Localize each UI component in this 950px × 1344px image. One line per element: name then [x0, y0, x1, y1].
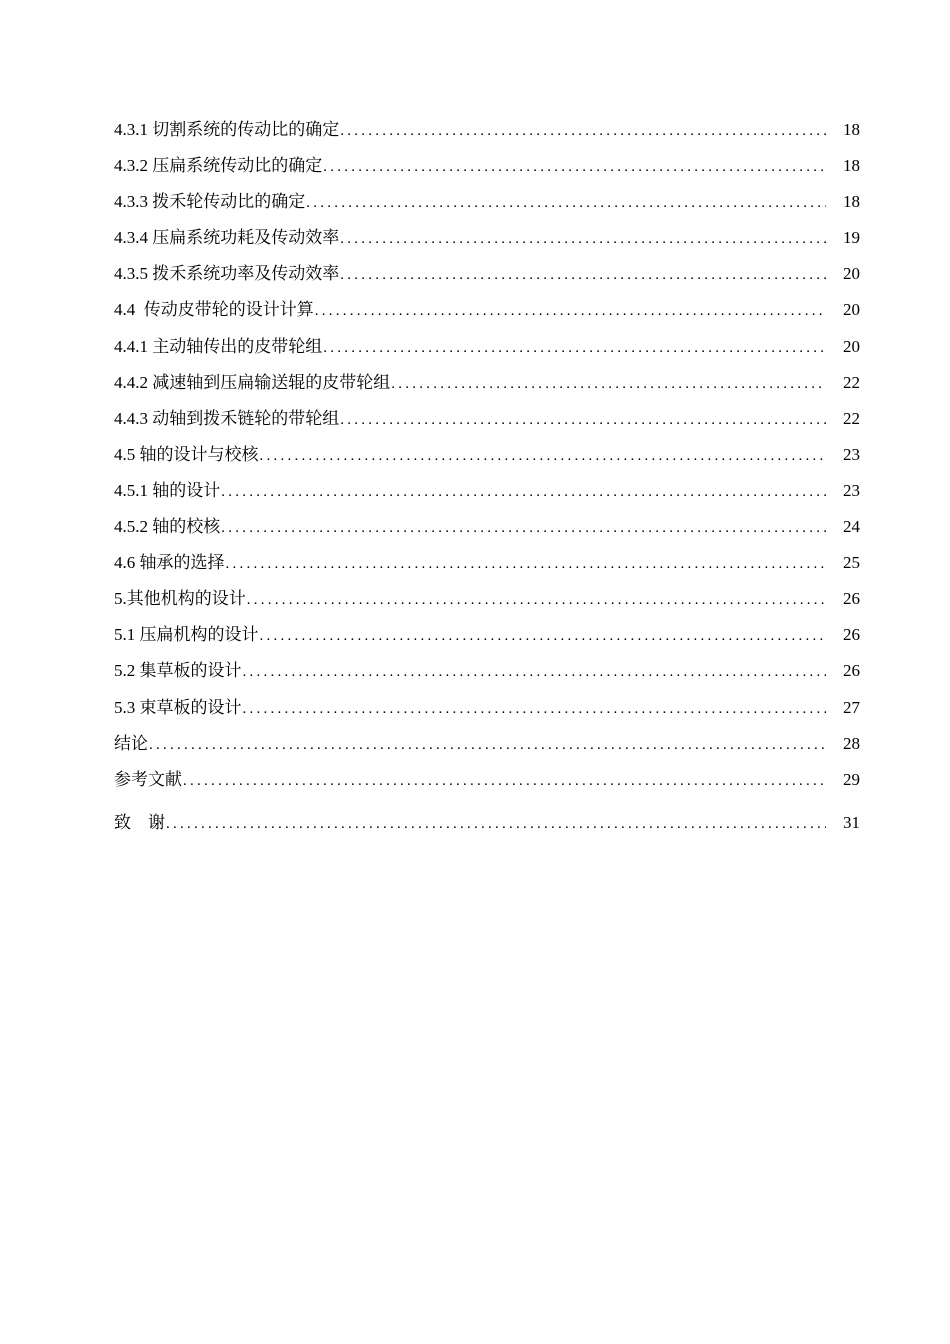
toc-entry-page: 20	[843, 264, 860, 284]
toc-dot-leader	[340, 113, 826, 149]
toc-entry-title: 5.2 集草板的设计	[114, 661, 242, 681]
toc-entry[interactable]	[114, 148, 860, 184]
toc-entry[interactable]	[114, 292, 860, 328]
toc-dot-leader	[260, 618, 827, 654]
toc-entry-title: 4.3.1 切割系统的传动比的确定	[114, 120, 340, 139]
toc-dot-leader	[323, 149, 826, 185]
toc-dot-leader	[323, 330, 826, 366]
toc-dot-leader	[260, 438, 827, 474]
toc-dot-leader	[221, 474, 826, 510]
toc-entry-title: 4.3.2 压扁系统传动比的确定	[114, 156, 323, 176]
toc-dot-leader	[226, 546, 827, 582]
toc-entry[interactable]	[114, 762, 860, 798]
toc-entry[interactable]	[114, 653, 860, 689]
toc-entry-page: 26	[843, 625, 860, 645]
toc-entry-page: 29	[843, 769, 860, 789]
toc-dot-leader	[306, 185, 826, 221]
toc-entry-page: 19	[843, 228, 860, 248]
toc-entry-page: 23	[843, 480, 860, 500]
toc-entry[interactable]	[114, 256, 860, 292]
toc-entry-page: 24	[843, 517, 860, 537]
toc-entry-page: 18	[843, 120, 860, 139]
toc-entry-title: 5.3 束草板的设计	[114, 697, 242, 717]
toc-entry[interactable]	[114, 581, 860, 617]
toc-entry[interactable]	[114, 437, 860, 473]
toc-entry-title: 4.3.4 压扁系统功耗及传动效率	[114, 228, 340, 248]
toc-entry-page: 23	[843, 444, 860, 464]
toc-entry-page: 28	[843, 733, 860, 753]
toc-dot-leader	[243, 691, 827, 727]
toc-entry[interactable]	[114, 798, 860, 840]
toc-entry-page: 31	[843, 812, 860, 832]
toc-dot-leader	[391, 366, 826, 402]
toc-entry-page: 18	[843, 156, 860, 176]
toc-entry-title: 4.5 轴的设计与校核	[114, 444, 259, 464]
toc-dot-leader	[340, 402, 826, 438]
toc-entry-page: 22	[843, 408, 860, 428]
toc-entry-title: 4.5.1 轴的设计	[114, 480, 221, 500]
toc-entry[interactable]	[114, 184, 860, 220]
toc-entry-title: 4.4.1 主动轴传出的皮带轮组	[114, 336, 323, 356]
toc-entry-title: 5.其他机构的设计	[114, 589, 246, 609]
toc-entry-page: 20	[843, 336, 860, 356]
toc-dot-leader	[247, 582, 826, 618]
toc-entry[interactable]	[114, 617, 860, 653]
toc-entry-page: 27	[843, 697, 860, 717]
toc-dot-leader	[149, 727, 826, 763]
toc-entry[interactable]	[114, 112, 860, 148]
toc-entry-title: 5.1 压扁机构的设计	[114, 625, 259, 645]
toc-entry-title: 4.6 轴承的选择	[114, 553, 225, 573]
toc-entry[interactable]	[114, 220, 860, 256]
toc-entry-title: 参考文献	[114, 769, 182, 789]
table-of-contents	[114, 112, 860, 840]
toc-entry-title: 4.4.2 减速轴到压扁输送辊的皮带轮组	[114, 372, 391, 392]
toc-dot-leader	[340, 257, 826, 293]
toc-entry-title: 4.4 传动皮带轮的设计计算	[114, 300, 314, 320]
toc-entry-page: 22	[843, 372, 860, 392]
toc-entry-title: 4.5.2 轴的校核	[114, 517, 221, 537]
toc-entry-title: 4.3.3 拨禾轮传动比的确定	[114, 192, 306, 212]
toc-entry-title: 4.4.3 动轴到拨禾链轮的带轮组	[114, 408, 340, 428]
toc-entry[interactable]	[114, 401, 860, 437]
toc-entry-page: 18	[843, 192, 860, 212]
toc-entry-page: 25	[843, 553, 860, 573]
toc-entry-page: 26	[843, 589, 860, 609]
toc-dot-leader	[243, 654, 827, 690]
toc-entry[interactable]	[114, 726, 860, 762]
toc-dot-leader	[183, 763, 826, 799]
toc-dot-leader	[166, 799, 826, 849]
toc-entry-page: 20	[843, 300, 860, 320]
toc-dot-leader	[315, 293, 826, 329]
toc-entry-title: 致 谢	[114, 812, 165, 832]
toc-entry[interactable]	[114, 365, 860, 401]
toc-entry-page: 26	[843, 661, 860, 681]
toc-entry[interactable]	[114, 690, 860, 726]
toc-entry-title: 4.3.5 拨禾系统功率及传动效率	[114, 264, 340, 284]
toc-entry-title: 结论	[114, 733, 148, 753]
toc-entry[interactable]	[114, 329, 860, 365]
toc-dot-leader	[340, 221, 826, 257]
toc-entry[interactable]	[114, 473, 860, 509]
toc-entry[interactable]	[114, 545, 860, 581]
toc-dot-leader	[221, 510, 826, 546]
toc-entry[interactable]	[114, 509, 860, 545]
